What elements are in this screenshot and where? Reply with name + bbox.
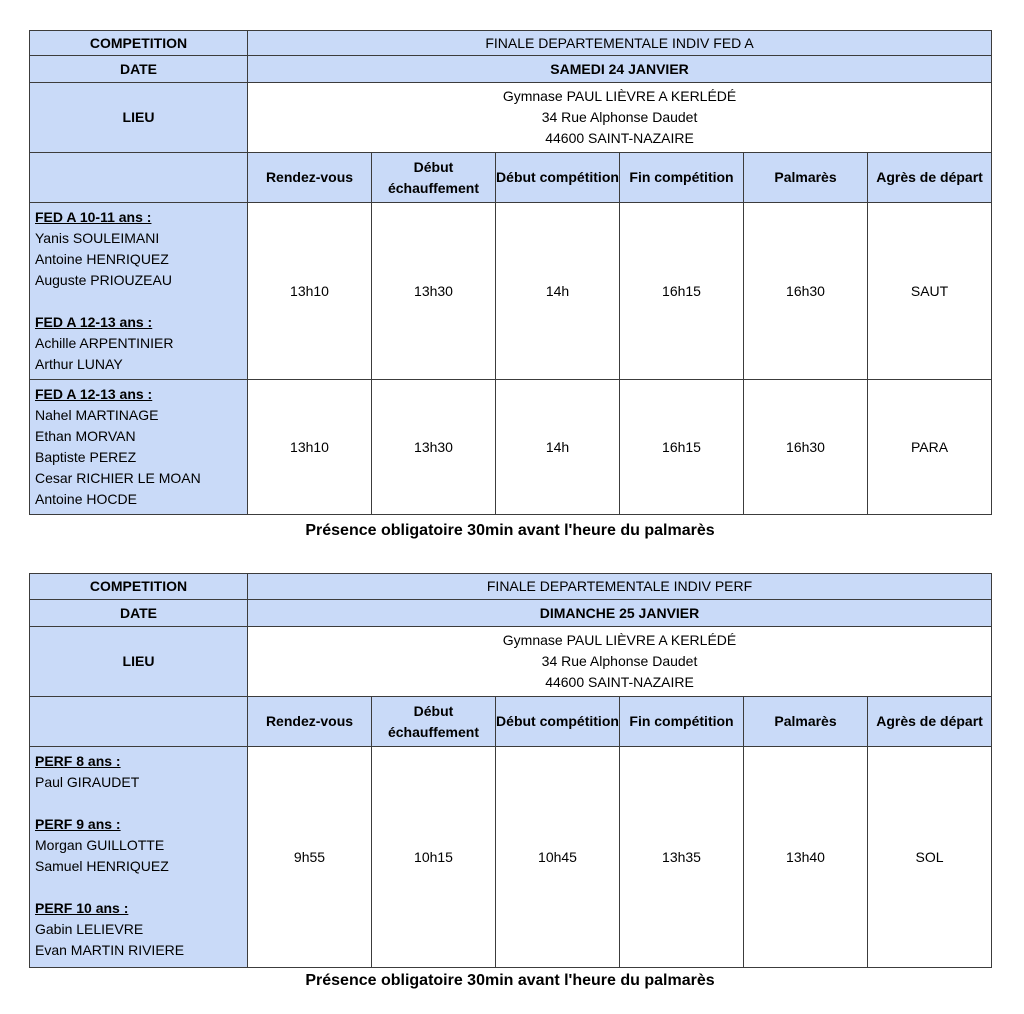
lieu-label: LIEU bbox=[30, 627, 248, 697]
athlete-name: Yanis SOULEIMANI bbox=[35, 230, 160, 246]
group-title: FED A 12-13 ans : bbox=[35, 386, 153, 402]
competition-name: FINALE DEPARTEMENTALE INDIV PERF bbox=[248, 574, 992, 600]
athlete-name: Gabin LELIEVRE bbox=[35, 921, 144, 937]
venue-address bbox=[248, 627, 992, 697]
athlete-name: Evan MARTIN RIVIERE bbox=[35, 942, 185, 958]
time-debut-competition: 10h45 bbox=[496, 747, 620, 968]
group-title: FED A 12-13 ans : bbox=[35, 314, 153, 330]
attendance-note: Présence obligatoire 30min avant l'heure du palmarès bbox=[305, 522, 715, 539]
venue-street: 34 Rue Alphonse Daudet bbox=[541, 653, 698, 669]
athlete-name: Cesar RICHIER LE MOAN bbox=[35, 470, 201, 486]
time-palmares: 16h30 bbox=[744, 380, 868, 515]
col-header-rendez-vous: Rendez-vous bbox=[248, 697, 372, 747]
col-header-agres-depart: Agrès de départ bbox=[868, 153, 992, 203]
athlete-name: Nahel MARTINAGE bbox=[35, 407, 159, 423]
col-header-debut-echauffement: Début échauffement bbox=[372, 153, 496, 203]
athlete-name: Arthur LUNAY bbox=[35, 356, 123, 372]
venue-address bbox=[248, 83, 992, 153]
athlete-name: Samuel HENRIQUEZ bbox=[35, 858, 169, 874]
time-fin-competition: 16h15 bbox=[620, 203, 744, 380]
athlete-name: Antoine HOCDE bbox=[35, 491, 137, 507]
group-title: PERF 8 ans : bbox=[35, 753, 121, 769]
col-header-debut-echauffement: Début échauffement bbox=[372, 697, 496, 747]
lieu-label: LIEU bbox=[30, 83, 248, 153]
venue-name: Gymnase PAUL LIÈVRE A KERLÉDÉ bbox=[502, 88, 737, 104]
starting-apparatus: SOL bbox=[868, 747, 992, 968]
athlete-name: Antoine HENRIQUEZ bbox=[35, 251, 169, 267]
col-header-agres-depart: Agrès de départ bbox=[868, 697, 992, 747]
venue-city: 44600 SAINT-NAZAIRE bbox=[545, 130, 694, 146]
time-rendez-vous: 13h10 bbox=[248, 203, 372, 380]
col-header-fin-competition: Fin compétition bbox=[620, 153, 744, 203]
competition-label: COMPETITION bbox=[30, 574, 248, 600]
col-header-rendez-vous: Rendez-vous bbox=[248, 153, 372, 203]
venue-name: Gymnase PAUL LIÈVRE A KERLÉDÉ bbox=[502, 632, 737, 648]
athlete-name: Morgan GUILLOTTE bbox=[35, 837, 165, 853]
venue-street: 34 Rue Alphonse Daudet bbox=[541, 109, 698, 125]
competition-name: FINALE DEPARTEMENTALE INDIV FED A bbox=[248, 31, 992, 56]
athlete-name: Paul GIRAUDET bbox=[35, 774, 140, 790]
time-fin-competition: 13h35 bbox=[620, 747, 744, 968]
starting-apparatus: PARA bbox=[868, 380, 992, 515]
header-empty-cell bbox=[30, 153, 248, 203]
athlete-name: Baptiste PEREZ bbox=[35, 449, 137, 465]
time-palmares: 13h40 bbox=[744, 747, 868, 968]
groups-cell bbox=[30, 380, 248, 515]
col-header-palmares: Palmarès bbox=[744, 153, 868, 203]
table-row bbox=[30, 380, 992, 515]
athlete-name: Achille ARPENTINIER bbox=[35, 335, 174, 351]
col-header-debut-competition: Début compétition bbox=[496, 153, 620, 203]
header-empty-cell bbox=[30, 697, 248, 747]
time-debut-echauffement: 10h15 bbox=[372, 747, 496, 968]
attendance-note: Présence obligatoire 30min avant l'heure du palmarès bbox=[305, 972, 715, 989]
time-palmares: 16h30 bbox=[744, 203, 868, 380]
table-row bbox=[30, 747, 992, 968]
time-fin-competition: 16h15 bbox=[620, 380, 744, 515]
groups-cell bbox=[30, 747, 248, 968]
time-debut-echauffement: 13h30 bbox=[372, 203, 496, 380]
schedule-table-fed-a bbox=[29, 30, 992, 515]
group-title: PERF 9 ans : bbox=[35, 816, 121, 832]
groups-cell bbox=[30, 203, 248, 380]
venue-city: 44600 SAINT-NAZAIRE bbox=[545, 674, 694, 690]
time-debut-competition: 14h bbox=[496, 203, 620, 380]
col-header-debut-competition: Début compétition bbox=[496, 697, 620, 747]
starting-apparatus: SAUT bbox=[868, 203, 992, 380]
date-label: DATE bbox=[30, 56, 248, 83]
col-header-palmares: Palmarès bbox=[744, 697, 868, 747]
athlete-name: Auguste PRIOUZEAU bbox=[35, 272, 172, 288]
col-header-fin-competition: Fin compétition bbox=[620, 697, 744, 747]
group-title: FED A 10-11 ans : bbox=[35, 209, 152, 225]
athlete-name: Ethan MORVAN bbox=[35, 428, 136, 444]
table-row bbox=[30, 203, 992, 380]
competition-label: COMPETITION bbox=[30, 31, 248, 56]
date-label: DATE bbox=[30, 600, 248, 627]
group-title: PERF 10 ans : bbox=[35, 900, 129, 916]
schedule-table-perf bbox=[29, 573, 992, 968]
time-debut-echauffement: 13h30 bbox=[372, 380, 496, 515]
time-rendez-vous: 13h10 bbox=[248, 380, 372, 515]
time-rendez-vous: 9h55 bbox=[248, 747, 372, 968]
time-debut-competition: 14h bbox=[496, 380, 620, 515]
competition-date: SAMEDI 24 JANVIER bbox=[248, 56, 992, 83]
competition-date: DIMANCHE 25 JANVIER bbox=[248, 600, 992, 627]
